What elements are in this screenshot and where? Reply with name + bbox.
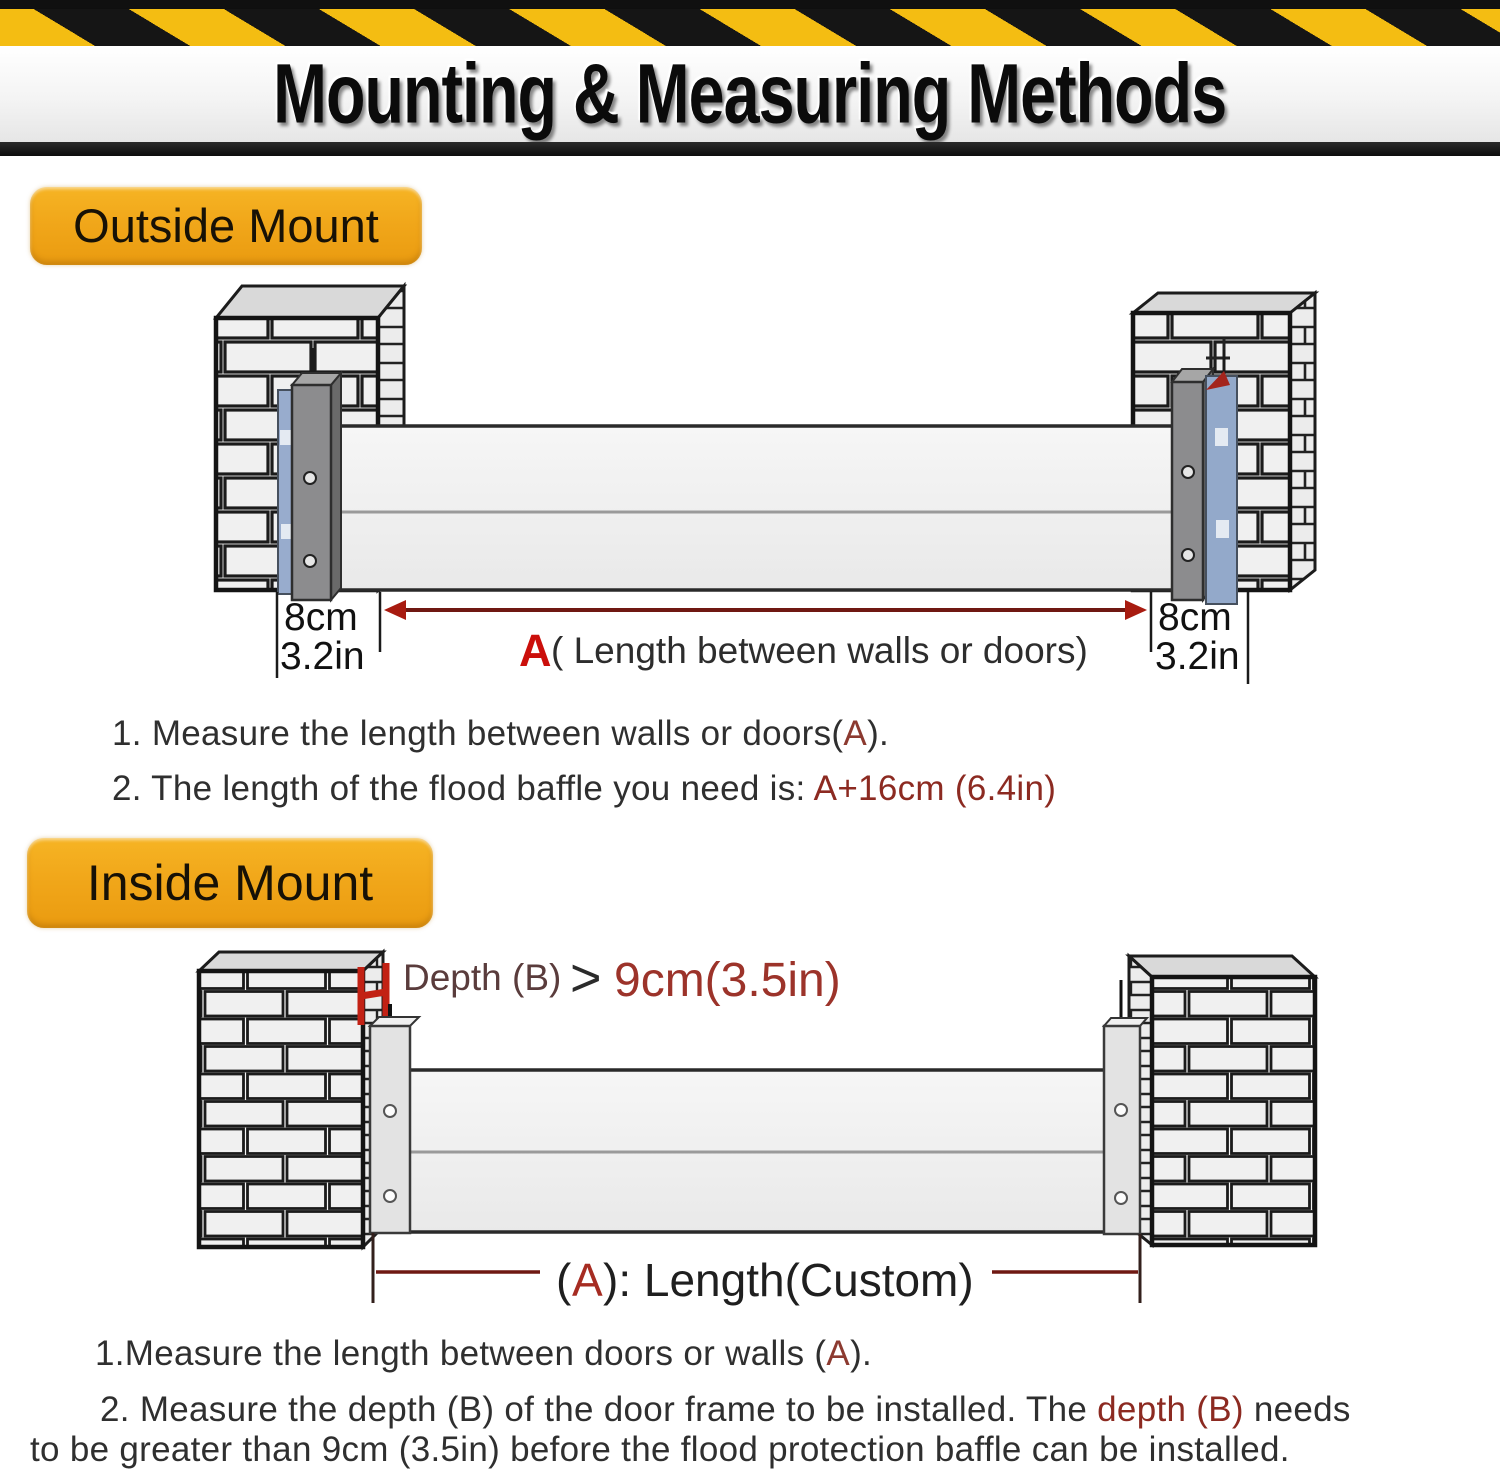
inside-step1-end: ). (850, 1334, 873, 1373)
outside-mount-badge (30, 187, 422, 265)
screw-hole (1115, 1192, 1127, 1204)
screw-hole (1182, 466, 1194, 478)
screw-hole (304, 472, 316, 484)
pillar-top-face (199, 952, 383, 971)
length-label-a: A (572, 1254, 603, 1306)
arrowhead-left (384, 600, 406, 620)
depth-gt-sign: > (570, 948, 602, 1008)
inside-right-pillar (1129, 956, 1315, 1245)
dim-right-in-label: 3.2in (1155, 635, 1240, 678)
screw-hole (384, 1105, 396, 1117)
flood-barrier-panel (331, 426, 1180, 590)
screw-hole (1182, 549, 1194, 561)
pillar-top-face (1133, 293, 1315, 313)
inside-mount-badge-label: Inside Mount (86, 855, 374, 911)
pillar-top-face (1129, 956, 1315, 977)
inside-step-2-line-1 (100, 1390, 1351, 1430)
seal-mark (1216, 520, 1229, 538)
left-channel-bracket (292, 373, 341, 600)
flood-barrier-panel (405, 1070, 1110, 1232)
inside-step1-text: 1.Measure the length between doors or walls ( (95, 1334, 827, 1373)
dim-right-cm-label: 8cm (1158, 596, 1232, 639)
seal-mark (281, 524, 292, 539)
arrowhead-right (1125, 600, 1147, 620)
screw-hole (384, 1190, 396, 1202)
inside-step2-suffix: needs (1243, 1390, 1351, 1429)
inside-mount-diagram (0, 940, 1500, 1340)
inside-left-pillar (199, 952, 383, 1247)
outside-step2-value: A+16cm (6.4in) (813, 769, 1057, 808)
right-seal-strip (1206, 376, 1237, 604)
inside-step2-text: 2. Measure the depth (B) of the door frame to be installed. The (100, 1390, 1098, 1429)
dim-left-in-label: 3.2in (280, 635, 365, 678)
outside-step-1 (112, 714, 889, 754)
outside-step2-text: 2. The length of the flood baffle you need is: (112, 769, 814, 808)
title-divider-bar (0, 142, 1500, 156)
inside-step2-depth: depth (B) (1097, 1390, 1244, 1429)
outside-step1-a: A (843, 714, 868, 753)
inside-step2-line2-text: to be greater than 9cm (3.5in) before the flood protection baffle can be installed. (30, 1430, 1290, 1469)
screw-hole (1115, 1104, 1127, 1116)
title-band (0, 46, 1500, 142)
inside-step-1 (95, 1334, 872, 1374)
outside-step1-text: 1. Measure the length between walls or doors( (112, 714, 844, 753)
dim-left-cm-label: 8cm (284, 596, 358, 639)
top-black-strip (0, 0, 1500, 9)
depth-value-label: 9cm(3.5in) (614, 954, 841, 1007)
outside-mount-diagram (0, 270, 1500, 700)
inside-step1-a: A (826, 1334, 851, 1373)
pillar-front-face (199, 971, 363, 1247)
caution-tape-band (0, 9, 1500, 46)
inside-step-2-line-2 (30, 1430, 1290, 1470)
length-label-open: ( (556, 1254, 572, 1306)
seal-mark (1215, 428, 1228, 446)
right-channel-bracket (1104, 1018, 1147, 1234)
seal-mark (280, 430, 291, 445)
screw-hole (304, 555, 316, 567)
pillar-side-face (1290, 293, 1315, 590)
length-label-rest: ): Length(Custom) (603, 1254, 974, 1306)
inside-mount-badge (27, 838, 433, 928)
outside-mount-badge-label: Outside Mount (73, 199, 379, 252)
depth-label: Depth (B) (403, 957, 562, 998)
span-a-label: A (519, 625, 552, 676)
span-description-label: ( Length between walls or doors) (551, 630, 1088, 671)
pillar-front-face (1152, 977, 1315, 1245)
page-title: Mounting & Measuring Methods (273, 46, 1227, 142)
outside-step-2 (112, 769, 1056, 809)
outside-step1-end: ). (867, 714, 890, 753)
pillar-top-face (216, 286, 404, 318)
